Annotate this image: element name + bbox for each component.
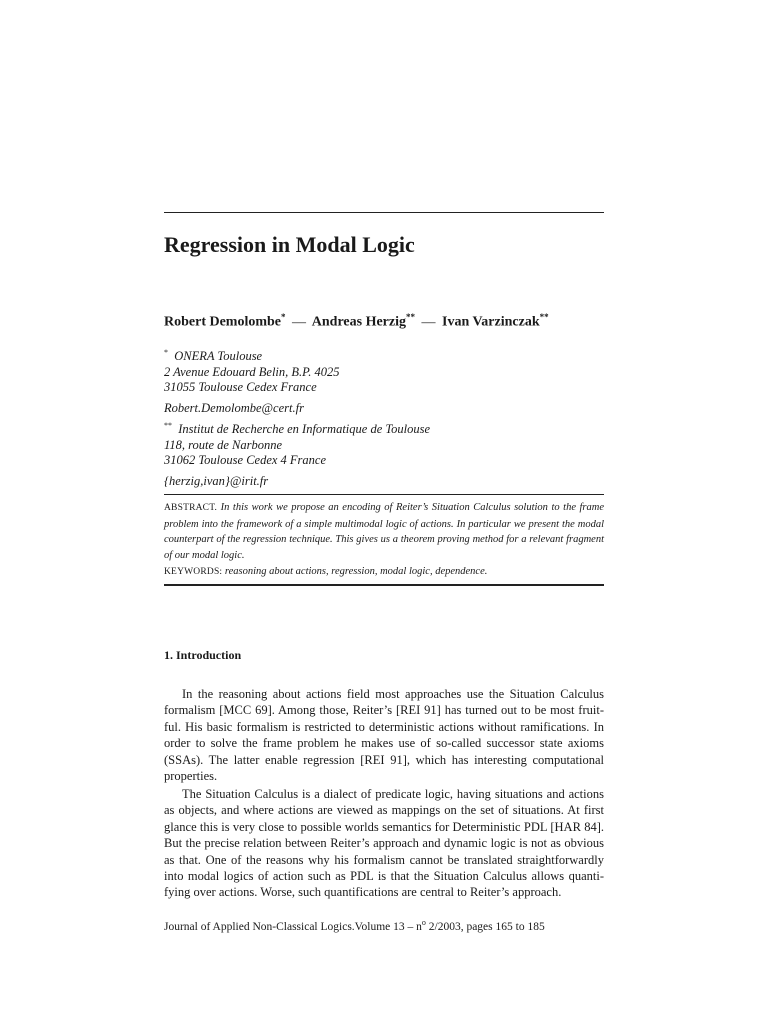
author-mark: * <box>281 312 286 322</box>
author-mark: ** <box>539 312 549 322</box>
abstract <box>164 500 604 563</box>
author-separator: — <box>421 314 436 330</box>
author-mark: ** <box>406 312 415 322</box>
affiliation-address: 118, route de Narbonne <box>164 437 283 452</box>
affiliation-org: ONERA Toulouse <box>174 349 263 364</box>
body-paragraph: The Situation Calculus is a dialect of predicate logic, having situations and actions as objects, and where actions are viewed as mappings on the set of situations. At first glance this is very close to possible worlds semantics for Deterministic PDL [HAR 84]. But the precise relation between Reiter’s approach and dynamic logic is not as obvious as that. One of the reasons why his formalism cannot be translated straightforwardly into modal logics of action such as PDL is that the Situation Calculus allows quantifying over actions. Worse, such quantifications are central to Reiter’s approach. <box>164 787 604 900</box>
abstract-label: ABSTRACT. <box>164 503 218 513</box>
top-rule <box>164 212 604 213</box>
affiliation-address: 2 Avenue Edouard Belin, B.P. 4025 <box>164 364 340 379</box>
footer-issue: 2/2003, pages 165 to 185 <box>425 920 545 933</box>
affiliation-mark: ** <box>164 421 172 430</box>
affiliation-block <box>164 345 339 416</box>
journal-footer <box>164 918 545 933</box>
affiliation-org-line <box>164 345 339 365</box>
abstract-text: In this work we propose an encoding of Reiter’s Situation Calculus solution to the frame problem into the framework of a simple multimodal logic of actions. In particular we present the modal counterpart of the regression technique. This gives us a theorem proving method for a relevant fragment of our modal logic. <box>164 502 604 561</box>
author-name: Robert Demolombe <box>164 314 282 330</box>
affiliation-org-line <box>164 418 430 438</box>
affiliation-address: 31062 Toulouse Cedex 4 France <box>164 453 327 468</box>
affiliation-org: Institut de Recherche en Informatique de Toulouse <box>178 422 431 437</box>
keywords <box>164 566 604 577</box>
keywords-label: KEYWORDS: <box>164 567 223 577</box>
author-separator: — <box>292 314 307 330</box>
section-heading: 1. Introduction <box>164 648 242 662</box>
footer-number-mark: o <box>421 918 426 927</box>
author-list <box>164 312 549 331</box>
affiliation-block <box>164 418 430 489</box>
affiliation-mark: * <box>164 348 168 357</box>
body-paragraph: In the reasoning about actions field most approaches use the Situation Calculus formalism [MCC 69]. Among those, Reiter’s [REI 91] has turned out to be most fruitful. His basic formalism is restricted to deterministic actions without ramifications. In order to solve the frame problem he makes use of so-called successor state axioms (SSAs). The latter enable regression [REI 91], which has interesting computational properties. <box>164 687 604 784</box>
paper-title: Regression in Modal Logic <box>164 232 415 257</box>
affiliation-email: {herzig,ivan}@irit.fr <box>164 473 269 488</box>
footer-journal: Journal of Applied Non-Classical Logics.Volume 13 – n <box>164 920 422 933</box>
keywords-text: reasoning about actions, regression, modal logic, dependence. <box>224 566 488 577</box>
affiliation-address: 31055 Toulouse Cedex France <box>164 380 317 395</box>
author-name: Andreas Herzig <box>311 314 406 330</box>
abstract-top-rule <box>164 494 604 495</box>
abstract-bottom-rule <box>164 584 604 586</box>
author-name: Ivan Varzinczak <box>442 314 540 330</box>
affiliation-email: Robert.Demolombe@cert.fr <box>164 400 304 415</box>
